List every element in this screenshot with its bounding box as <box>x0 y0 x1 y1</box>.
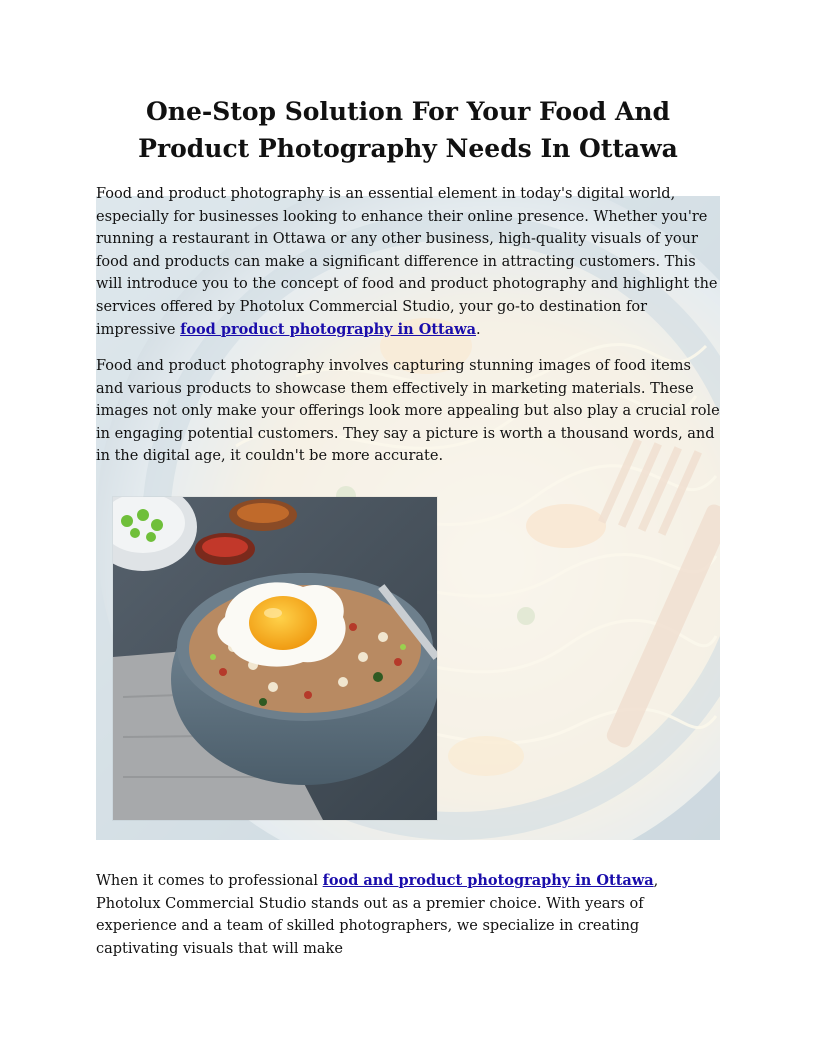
intro-paragraph-end: . <box>476 321 481 338</box>
intro-paragraph <box>96 183 720 341</box>
third-paragraph-rest: , Photolux Commercial Studio stands out as a premier choice. With years of experience and a team of skilled photographers, we specialize in creating captivating visuals that will make <box>96 873 659 957</box>
food-product-photography-link[interactable]: food product photography in Ottawa <box>180 320 477 338</box>
third-paragraph-text: When it comes to professional <box>96 873 323 889</box>
food-and-product-photography-link[interactable]: food and product photography in Ottawa <box>322 872 654 889</box>
page-title: One-Stop Solution For Your Food And Product Photography Needs In Ottawa <box>138 97 678 163</box>
second-paragraph: Food and product photography involves capturing stunning images of food items and various products to showcase them effectively in marketing materials. These images not only make your offerings look more appealing but also play a crucial role in engaging potential customers. They say a picture is worth a thousand words, and in the digital age, it couldn't be more accurate. <box>96 358 720 465</box>
fried-rice-egg-bowl-photo-icon <box>113 497 437 820</box>
fried-rice-bowl-photo <box>113 497 437 820</box>
intro-paragraph-text: Food and product photography is an essential element in today's digital world, especially for businesses looking to enhance their online presence. Whether you're running a restaurant in Ottawa or any other business, high-quality visuals of your food and products can make a significant difference in attracting customers. This will introduce you to the concept of food and product photography and highlight the services offered by Photolux Commercial Studio, your go-to destination for impressive <box>96 186 718 338</box>
third-paragraph <box>96 870 720 960</box>
